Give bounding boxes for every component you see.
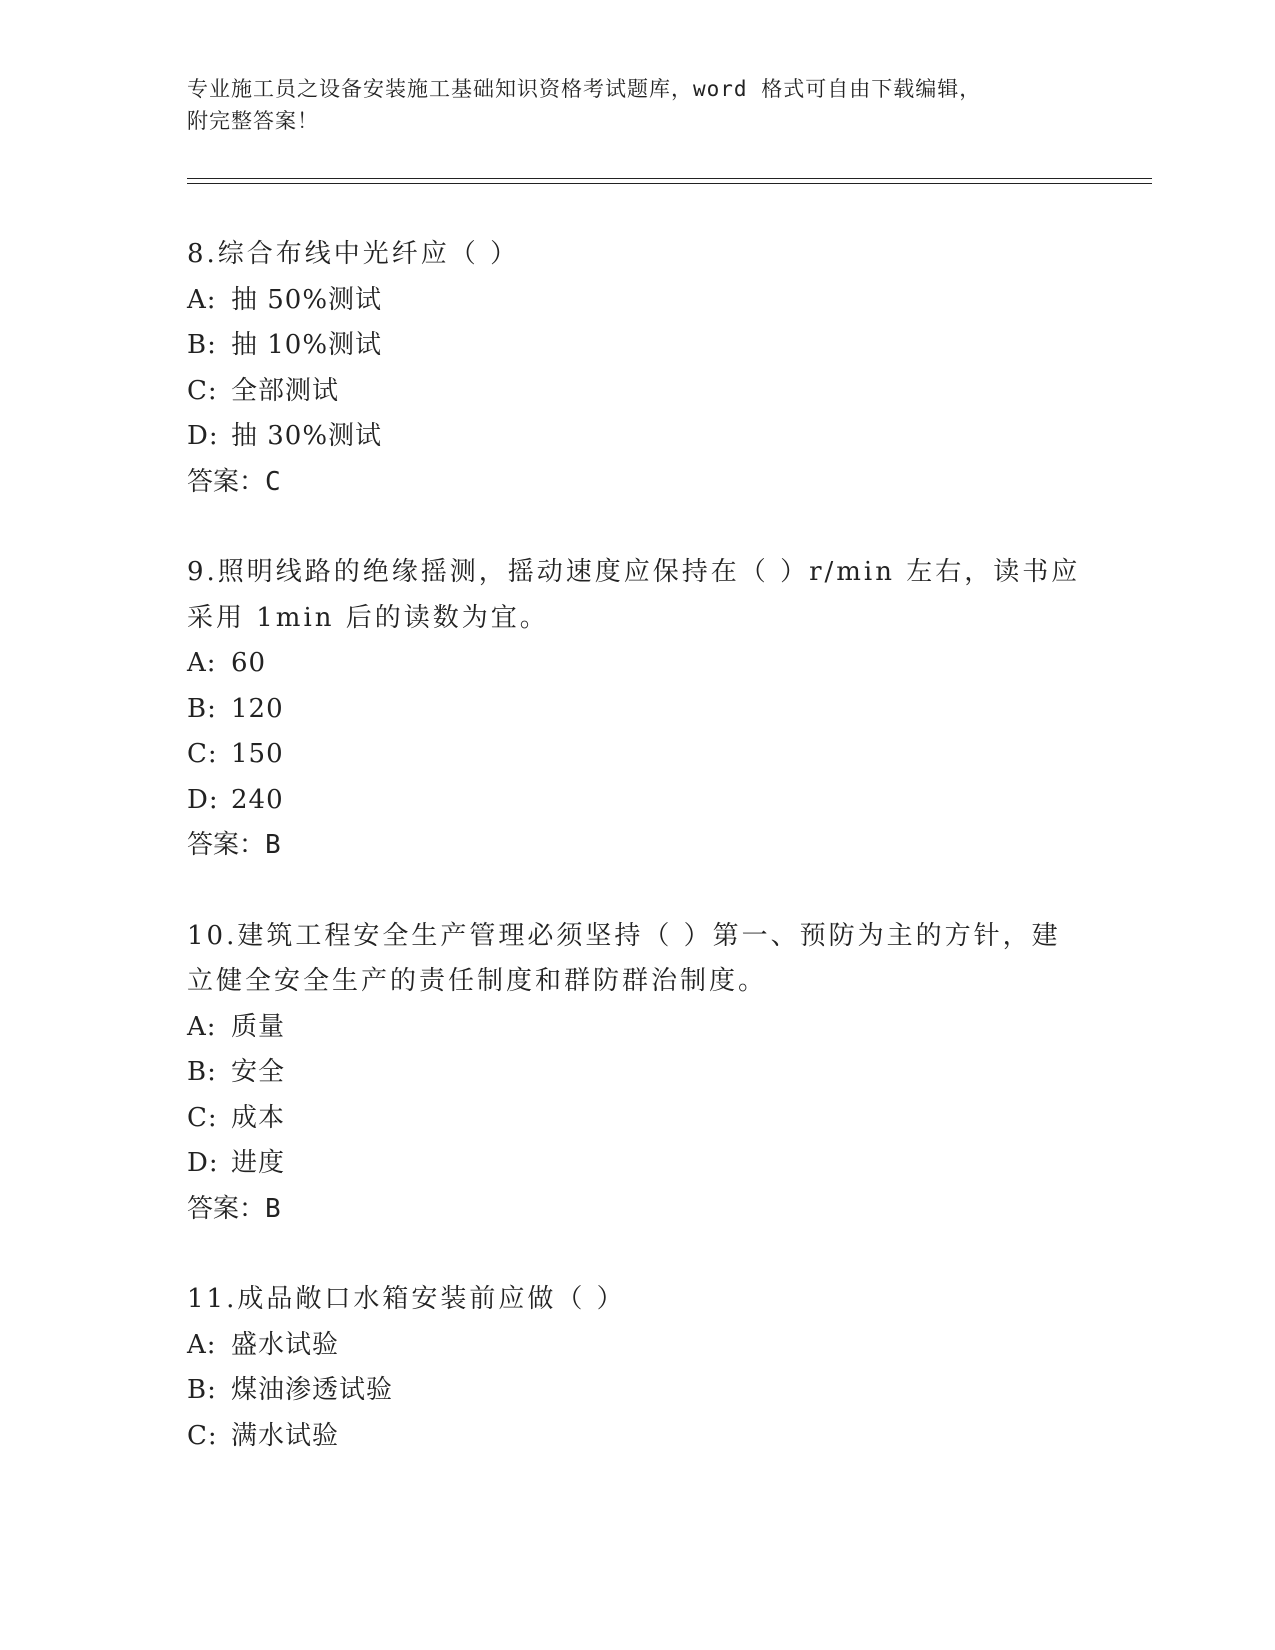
option-text: 满水试验	[231, 1420, 340, 1451]
answer-line: 答案：B	[187, 1193, 281, 1224]
option-key: A:	[187, 1011, 217, 1042]
option-key: B:	[187, 693, 217, 724]
option-key: C:	[187, 1420, 218, 1451]
option-a	[187, 278, 1087, 324]
option-c	[187, 369, 1087, 415]
option-d	[187, 414, 1087, 460]
question-stem: 9.照明线路的绝缘摇测，摇动速度应保持在（ ）r/min 左右，读书应采用 1min 后的读数为宜。	[187, 557, 1081, 633]
answer-line: 答案：B	[187, 830, 281, 860]
option-text: 120	[231, 693, 284, 724]
option-key: D:	[187, 421, 219, 451]
option-c	[187, 732, 1087, 778]
option-key: B:	[187, 330, 217, 360]
option-key: A:	[187, 284, 217, 315]
option-text: 240	[231, 784, 284, 815]
option-key: B:	[187, 1057, 217, 1087]
option-text: 抽 50%测试	[231, 284, 383, 315]
option-key: A:	[187, 1329, 217, 1360]
option-key: B:	[187, 1375, 217, 1405]
option-c	[187, 1414, 1087, 1460]
option-key: C:	[187, 1102, 218, 1133]
option-text: 150	[231, 739, 284, 769]
header-divider-bottom	[187, 183, 1152, 184]
option-d	[187, 778, 1087, 824]
option-a	[187, 1323, 1087, 1369]
option-key: A:	[187, 648, 217, 678]
question-list	[187, 232, 1087, 1504]
question-8	[187, 232, 1087, 505]
option-text: 安全	[231, 1057, 286, 1087]
question-9	[187, 550, 1087, 869]
option-key: C:	[187, 375, 218, 406]
question-stem: 8.综合布线中光纤应（ ）	[187, 239, 520, 269]
question-stem: 11.成品敞口水箱安装前应做（ ）	[187, 1284, 626, 1314]
answer-line: 答案：C	[187, 466, 281, 497]
option-text: 质量	[231, 1011, 286, 1042]
option-c	[187, 1096, 1087, 1142]
option-text: 抽 30%测试	[231, 421, 383, 451]
header-title-line-1: 专业施工员之设备安装施工基础知识资格考试题库，word 格式可自由下载编辑，	[187, 77, 982, 101]
option-a	[187, 641, 1087, 687]
option-d	[187, 1141, 1087, 1187]
option-key: D:	[187, 1148, 219, 1178]
option-a	[187, 1005, 1087, 1051]
option-text: 进度	[231, 1148, 286, 1178]
option-text: 全部测试	[231, 375, 340, 406]
question-10	[187, 914, 1087, 1233]
document-header	[187, 73, 1087, 137]
option-key: D:	[187, 784, 219, 815]
option-text: 抽 10%测试	[231, 330, 383, 360]
option-text: 盛水试验	[231, 1329, 340, 1360]
header-divider-top	[187, 178, 1152, 179]
option-key: C:	[187, 739, 218, 769]
option-text: 煤油渗透试验	[231, 1375, 394, 1405]
option-b	[187, 1368, 1087, 1414]
option-b	[187, 687, 1087, 733]
option-text: 成本	[231, 1102, 286, 1133]
option-b	[187, 1050, 1087, 1096]
question-11	[187, 1277, 1087, 1459]
option-text: 60	[231, 648, 267, 678]
question-stem: 10.建筑工程安全生产管理必须坚持（ ）第一、预防为主的方针，建立健全安全生产的责任制度和群防群治制度。	[187, 920, 1061, 996]
option-b	[187, 323, 1087, 369]
header-title-line-2: 附完整答案！	[187, 109, 319, 133]
